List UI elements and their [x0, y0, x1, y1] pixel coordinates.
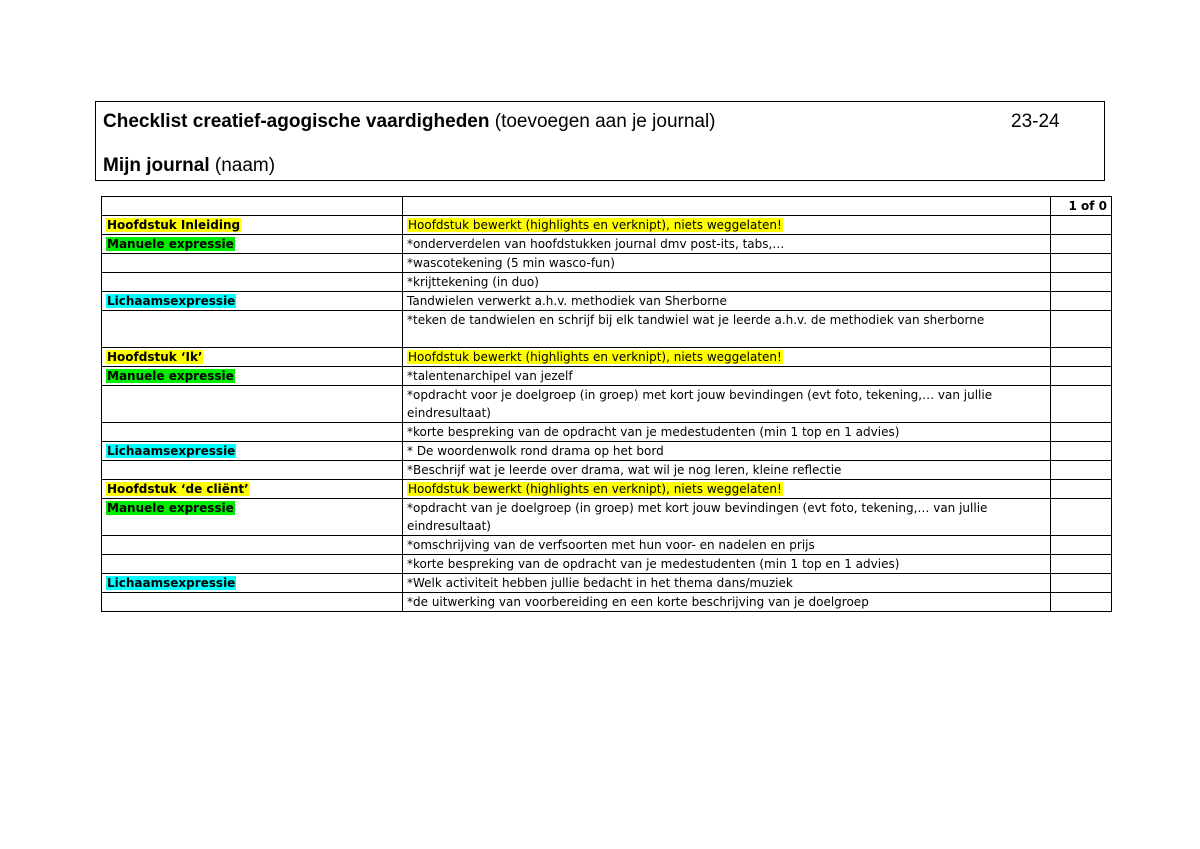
task-cell [403, 254, 1051, 273]
category-label: Lichaamsexpressie [107, 294, 236, 308]
task-cell [403, 423, 1051, 442]
task-text: * De woordenwolk rond drama op het bord [407, 444, 664, 458]
journal-rest: (naam) [214, 155, 276, 176]
task-text: *teken de tandwielen en schrijf bij elk tandwiel wat je leerde a.h.v. de methodiek van sherborne [407, 313, 985, 327]
category-cell [102, 555, 403, 574]
table-row [102, 442, 1112, 461]
category-label: Manuele expressie [107, 237, 234, 251]
category-cell [102, 442, 403, 461]
category-cell [102, 593, 403, 612]
check-cell[interactable] [1051, 348, 1112, 367]
task-text: *krijttekening (in duo) [407, 275, 539, 289]
category-cell [102, 273, 403, 292]
task-cell [403, 311, 1051, 348]
table-row [102, 348, 1112, 367]
header-cell [102, 197, 403, 216]
category-label: Hoofdstuk ‘Ik’ [107, 350, 203, 364]
task-cell [403, 480, 1051, 499]
task-text: *wascotekening (5 min wasco-fun) [407, 256, 615, 270]
task-text: Hoofdstuk bewerkt (highlights en verknipt), niets weggelaten! [408, 482, 782, 496]
check-cell[interactable] [1051, 273, 1112, 292]
check-cell[interactable] [1051, 593, 1112, 612]
task-text: *de uitwerking van voorbereiding en een korte beschrijving van je doelgroep [407, 595, 869, 609]
table-row [102, 555, 1112, 574]
table-header-row [102, 197, 1112, 216]
check-cell[interactable] [1051, 254, 1112, 273]
task-cell [403, 348, 1051, 367]
table-row [102, 367, 1112, 386]
category-cell [102, 423, 403, 442]
table-row [102, 273, 1112, 292]
score-cell: 1 of 0 [1051, 197, 1112, 216]
task-text: *talentenarchipel van jezelf [407, 369, 573, 383]
task-cell [403, 593, 1051, 612]
table-row [102, 216, 1112, 235]
task-text: *korte bespreking van de opdracht van je medestudenten (min 1 top en 1 advies) [407, 557, 900, 571]
check-cell[interactable] [1051, 499, 1112, 536]
header-box [95, 101, 1105, 181]
table-row [102, 499, 1112, 536]
task-cell [403, 442, 1051, 461]
journal-line [103, 155, 275, 177]
check-cell[interactable] [1051, 423, 1112, 442]
category-cell [102, 536, 403, 555]
category-cell [102, 311, 403, 348]
title-rest: (toevoegen aan je journal) [494, 111, 716, 132]
category-cell [102, 348, 403, 367]
document-title [103, 111, 716, 133]
task-cell [403, 367, 1051, 386]
header-cell [403, 197, 1051, 216]
category-cell [102, 235, 403, 254]
task-cell [403, 499, 1051, 536]
category-label: Hoofdstuk ‘de cliënt’ [107, 482, 249, 496]
category-cell [102, 574, 403, 593]
title-bold: Checklist creatief-agogische vaardigheden [103, 111, 490, 132]
check-cell[interactable] [1051, 367, 1112, 386]
category-label: Lichaamsexpressie [107, 576, 236, 590]
task-text: Hoofdstuk bewerkt (highlights en verknipt), niets weggelaten! [408, 350, 782, 364]
check-cell[interactable] [1051, 216, 1112, 235]
check-cell[interactable] [1051, 292, 1112, 311]
task-text: *Welk activiteit hebben jullie bedacht in het thema dans/muziek [407, 576, 793, 590]
task-text: Tandwielen verwerkt a.h.v. methodiek van Sherborne [407, 294, 727, 308]
task-text: *korte bespreking van de opdracht van je medestudenten (min 1 top en 1 advies) [407, 425, 900, 439]
task-cell [403, 216, 1051, 235]
task-cell [403, 235, 1051, 254]
category-cell [102, 216, 403, 235]
task-text: *opdracht van je doelgroep (in groep) met kort jouw bevindingen (evt foto, tekening,… van jullie eindresultaat) [407, 501, 988, 533]
table-row [102, 423, 1112, 442]
task-text: *opdracht voor je doelgroep (in groep) met kort jouw bevindingen (evt foto, tekening,… van jullie eindresultaat) [407, 388, 993, 420]
category-label: Manuele expressie [107, 369, 234, 383]
table-row [102, 235, 1112, 254]
check-cell[interactable] [1051, 555, 1112, 574]
task-cell [403, 386, 1051, 423]
check-cell[interactable] [1051, 574, 1112, 593]
table-row [102, 593, 1112, 612]
table-row [102, 480, 1112, 499]
task-cell [403, 273, 1051, 292]
category-label: Lichaamsexpressie [107, 444, 236, 458]
task-cell [403, 461, 1051, 480]
category-cell [102, 292, 403, 311]
table-row [102, 574, 1112, 593]
category-cell [102, 480, 403, 499]
table-row [102, 311, 1112, 348]
table-row [102, 386, 1112, 423]
task-cell [403, 555, 1051, 574]
check-cell[interactable] [1051, 461, 1112, 480]
category-label: Manuele expressie [107, 501, 234, 515]
category-cell [102, 499, 403, 536]
check-cell[interactable] [1051, 480, 1112, 499]
task-text: *onderverdelen van hoofdstukken journal dmv post-its, tabs,… [407, 237, 785, 251]
journal-bold: Mijn journal [103, 155, 210, 176]
check-cell[interactable] [1051, 386, 1112, 423]
task-text: *Beschrijf wat je leerde over drama, wat wil je nog leren, kleine reflectie [407, 463, 842, 477]
task-cell [403, 292, 1051, 311]
category-cell [102, 386, 403, 423]
table-row [102, 292, 1112, 311]
table-row [102, 461, 1112, 480]
table-row [102, 254, 1112, 273]
task-cell [403, 536, 1051, 555]
task-text: *omschrijving van de verfsoorten met hun voor- en nadelen en prijs [407, 538, 815, 552]
task-text: Hoofdstuk bewerkt (highlights en verknipt), niets weggelaten! [408, 218, 782, 232]
category-label: Hoofdstuk Inleiding [107, 218, 241, 232]
category-cell [102, 254, 403, 273]
table-row [102, 536, 1112, 555]
check-cell[interactable] [1051, 311, 1112, 348]
category-cell [102, 367, 403, 386]
school-year: 23-24 [1011, 111, 1060, 132]
category-cell [102, 461, 403, 480]
task-cell [403, 574, 1051, 593]
checklist-table [101, 196, 1112, 612]
check-cell[interactable] [1051, 235, 1112, 254]
check-cell[interactable] [1051, 536, 1112, 555]
check-cell[interactable] [1051, 442, 1112, 461]
